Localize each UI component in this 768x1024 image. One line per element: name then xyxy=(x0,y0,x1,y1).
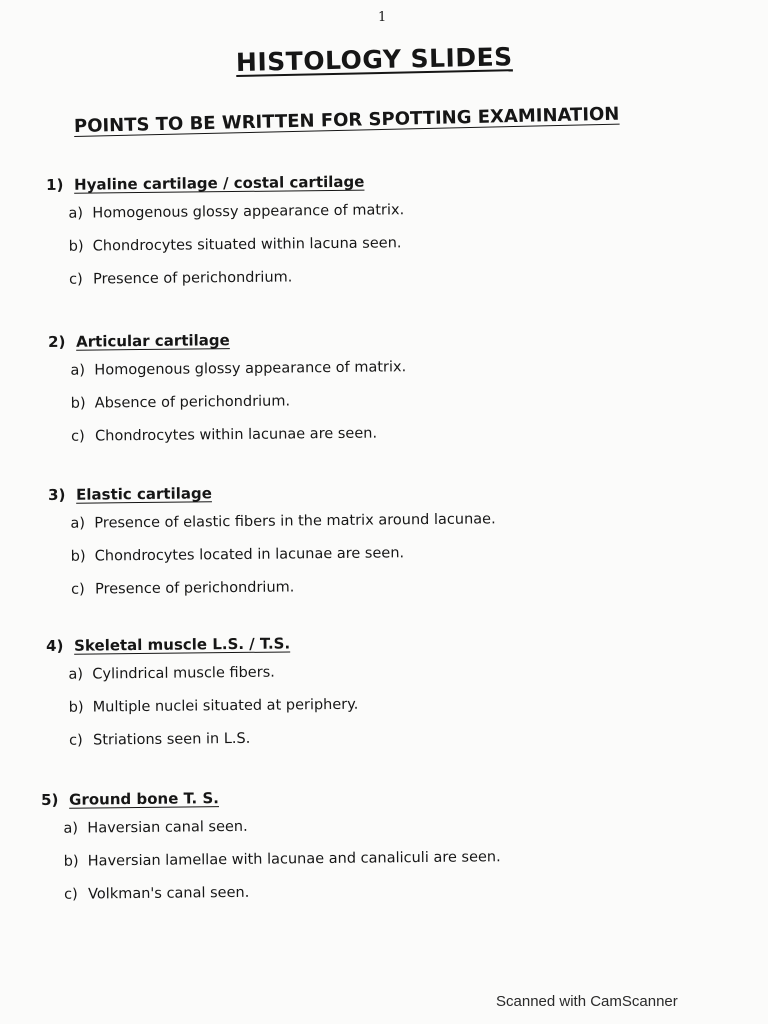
point-text: Chondrocytes located in lacunae are seen. xyxy=(94,545,405,565)
page-title: HISTOLOGY SLIDES xyxy=(235,42,513,77)
list-item xyxy=(48,359,406,396)
section-ground-bone xyxy=(41,786,501,920)
point-text: Haversian lamellae with lacunae and canaliculi are seen. xyxy=(87,849,501,870)
list-item xyxy=(41,816,500,854)
point-marker: b) xyxy=(68,699,84,716)
section-elastic-cartilage xyxy=(48,481,497,615)
list-item xyxy=(49,544,497,582)
section-title: Hyaline cartilage / costal cartilage xyxy=(73,172,365,194)
point-text: Haversian canal seen. xyxy=(87,818,248,837)
list-item xyxy=(47,235,405,272)
list-item xyxy=(42,849,501,887)
point-text: Presence of perichondrium. xyxy=(95,579,295,598)
list-item xyxy=(46,664,358,700)
section-heading xyxy=(46,172,404,194)
point-text: Volkman's canal seen. xyxy=(88,884,250,903)
list-item xyxy=(47,697,359,733)
list-item xyxy=(48,511,496,549)
page-number: 1 xyxy=(378,10,387,25)
section-number: 3) xyxy=(48,485,66,504)
list-item xyxy=(49,577,497,615)
point-marker: a) xyxy=(68,205,84,222)
point-marker: a) xyxy=(63,820,79,837)
list-item xyxy=(47,730,359,766)
section-hyaline-cartilage xyxy=(46,172,405,305)
point-text: Homogenous glossy appearance of matrix. xyxy=(92,202,405,222)
section-heading xyxy=(46,634,358,655)
section-heading xyxy=(48,329,406,351)
list-item xyxy=(49,392,407,429)
point-text: Multiple nuclei situated at periphery. xyxy=(92,696,359,716)
point-text: Presence of perichondrium. xyxy=(93,269,293,288)
section-skeletal-muscle xyxy=(46,634,359,766)
section-heading xyxy=(41,786,500,809)
point-text: Cylindrical muscle fibers. xyxy=(92,664,275,683)
point-text: Presence of elastic fibers in the matrix around lacunae. xyxy=(94,511,496,532)
list-item xyxy=(49,425,407,462)
point-marker: a) xyxy=(70,362,86,379)
list-item xyxy=(46,202,404,239)
point-marker: a) xyxy=(68,666,84,683)
point-marker: a) xyxy=(70,515,86,532)
point-marker: b) xyxy=(70,548,86,565)
point-text: Absence of perichondrium. xyxy=(94,393,291,412)
point-marker: b) xyxy=(70,395,86,412)
point-text: Chondrocytes within lacunae are seen. xyxy=(95,425,378,445)
section-number: 2) xyxy=(48,332,66,351)
point-marker: c) xyxy=(69,271,83,288)
section-title: Ground bone T. S. xyxy=(68,789,220,809)
point-text: Chondrocytes situated within lacuna seen. xyxy=(92,235,402,255)
point-marker: c) xyxy=(71,428,85,445)
section-title: Articular cartilage xyxy=(75,331,230,351)
section-number: 5) xyxy=(41,790,59,809)
point-marker: c) xyxy=(71,581,85,598)
section-articular-cartilage xyxy=(48,329,407,462)
list-item xyxy=(47,268,405,305)
section-title: Elastic cartilage xyxy=(75,484,212,504)
point-marker: b) xyxy=(63,853,79,870)
page-subtitle: POINTS TO BE WRITTEN FOR SPOTTING EXAMINATION xyxy=(73,103,620,137)
section-title: Skeletal muscle L.S. / T.S. xyxy=(73,634,291,655)
point-text: Striations seen in L.S. xyxy=(93,730,251,749)
section-number: 4) xyxy=(46,636,64,655)
list-item xyxy=(42,882,501,920)
section-heading xyxy=(48,481,495,504)
point-text: Homogenous glossy appearance of matrix. xyxy=(94,359,407,379)
point-marker: c) xyxy=(64,886,78,903)
section-number: 1) xyxy=(46,175,64,194)
scanner-watermark: Scanned with CamScanner xyxy=(496,993,678,1010)
point-marker: c) xyxy=(69,732,83,749)
point-marker: b) xyxy=(68,238,84,255)
